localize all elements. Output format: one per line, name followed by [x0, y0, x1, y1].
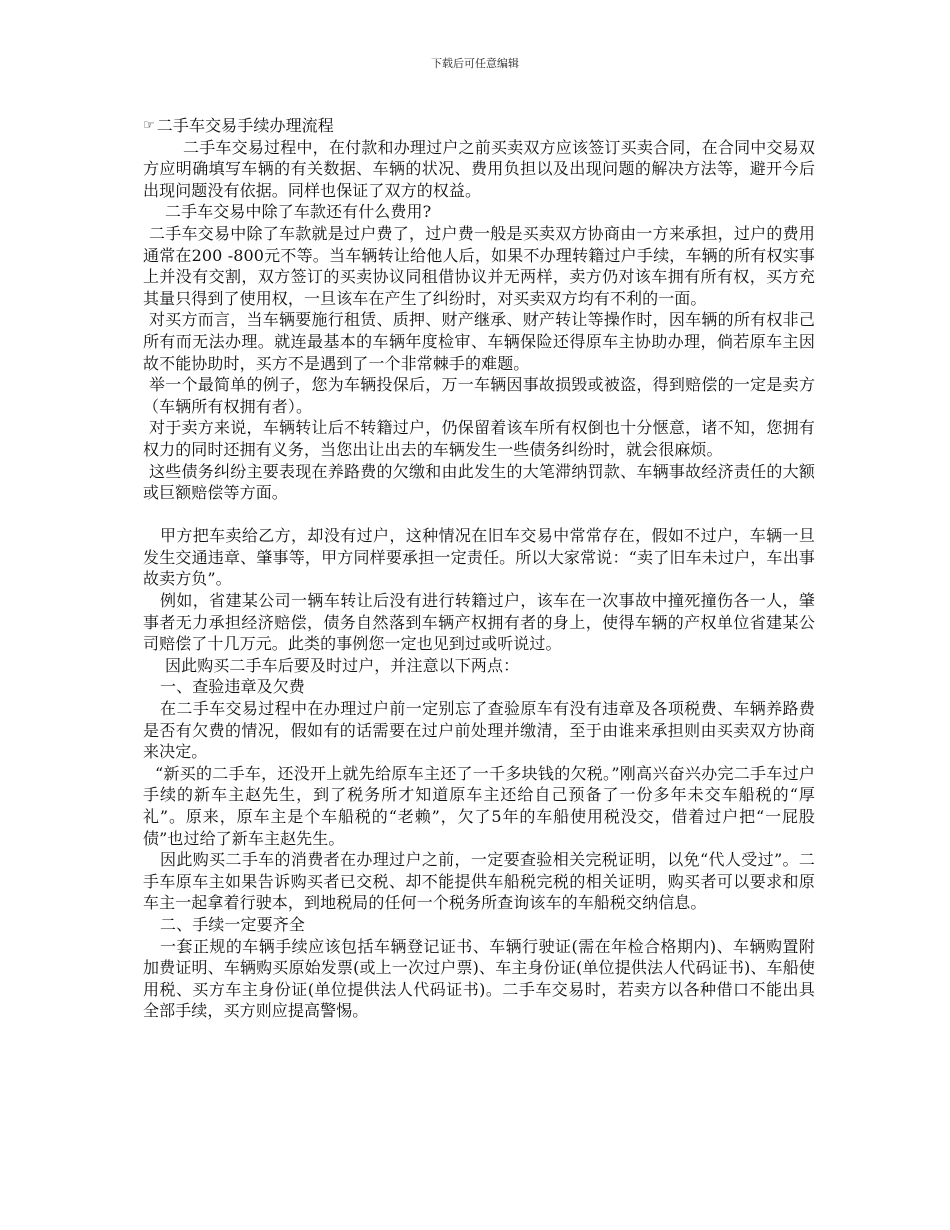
pointing-hand-icon: ☞ [143, 118, 155, 133]
paragraph-two-points: 因此购买二手车后要及时过户，并注意以下两点： [165, 655, 520, 675]
paragraph-tax-check: 因此购买二手车的消费者在办理过户之前，一定要查验相关完税证明，以免“代人受过”。二手车原车主如果告诉购买者已交税、却不能提供车船税完税的相关证明，购买者可以要求和原车主一起拿着行驶本，到地税局的任何一个税务所查询该车的车船税交纳信息。 [143, 850, 815, 913]
page-header-note: 下载后可任意编辑 [431, 57, 519, 70]
paragraph-fees: 二手车交易中除了车款就是过户费了，过户费一般是买卖双方协商由一方来承担，过户的费用通常在200 -800元不等。当车辆转让给他人后，如果不办理转籍过户手续，车辆的所有权实事上并没有交割，双方签订的买卖协议同租借协议并无两样，卖方仍对该车拥有所有权，买方充其量只得到了使用权，一旦该车在产生了纠纷时，对买卖双方均有不利的一面。 [143, 223, 815, 308]
paragraph-intro: 二手车交易过程中，在付款和办理过户之前买卖双方应该签订买卖合同，在合同中交易双方应明确填写车辆的有关数据、车辆的状况、费用负担以及出现问题的解决方法等，避开今后出现问题没有依据。同样也保证了双方的权益。 [143, 137, 815, 200]
section-heading-documents: 二、手续一定要齐全 [160, 914, 305, 934]
paragraph-documents: 一套正规的车辆手续应该包括车辆登记证书、车辆行驶证(需在年检合格期内)、车辆购置附加费证明、车辆购买原始发票(或上一次过户票)、车主身份证(单位提供法人代码证书)、车船使用税、买方车主身份证(单位提供法人代码证书)。二手车交易时，若卖方以各种借口不能出具全部手续，买方则应提高警惕。 [143, 936, 815, 1021]
document-title: 二手车交易手续办理流程 [156, 116, 334, 135]
document-title-line [143, 115, 815, 137]
document-body [143, 115, 815, 1022]
blank-line [143, 504, 815, 526]
paragraph-example: 举一个最简单的例子，您为车辆投保后，万一车辆因事故损毁或被盗，得到赔偿的一定是卖方（车辆所有权拥有者）。 [143, 375, 815, 416]
paragraph-question: 二手车交易中除了车款还有什么费用? [165, 202, 432, 222]
paragraph-disputes: 这些债务纠纷主要表现在养路费的欠缴和由此发生的大笔滞纳罚款、车辆事故经济责任的大额或巨额赔偿等方面。 [143, 461, 815, 503]
paragraph-buyer: 对买方而言，当车辆要施行租赁、质押、财产继承、财产转让等操作时，因车辆的所有权非己所有而无法办理。就连最基本的车辆年度检审、车辆保险还得原车主协助办理，倘若原车主因故不能协助时，买方不是遇到了一个非常棘手的难题。 [143, 310, 815, 373]
paragraph-party-a: 甲方把车卖给乙方，却没有过户，这种情况在旧车交易中常常存在，假如不过户，车辆一旦发生交通违章、肇事等，甲方同样要承担一定责任。所以大家常说：“卖了旧车未过户，车出事故卖方负”。 [143, 526, 815, 589]
paragraph-check-violations: 在二手车交易过程中在办理过户前一定别忘了查验原车有没有违章及各项税费、车辆养路费是否有欠费的情况，假如有的话需要在过户前处理并缴清，至于由谁来承担则由买卖双方协商来决定。 [143, 699, 815, 762]
paragraph-seller: 对于卖方来说，车辆转让后不转籍过户，仍保留着该车所有权倒也十分惬意，诸不知，您拥有权力的同时还拥有义务，当您出让出去的车辆发生一些债务纠纷时，就会很麻烦。 [143, 418, 815, 459]
paragraph-tax-story: “新买的二手车，还没开上就先给原车主还了一千多块钱的欠税。”刚高兴奋兴办完二手车过户手续的新车主赵先生，到了税务所才知道原车主还给自己预备了一份多年未交车船税的“厚礼”。原来，原车主是个车船税的“老赖”，欠了5年的车船使用税没交，借着过户把“一屁股债”也过给了新车主赵先生。 [143, 763, 815, 848]
paragraph-case: 例如，省建某公司一辆车转让后没有进行转籍过户，该车在一次事故中撞死撞伤各一人，肇事者无力承担经济赔偿，债务自然落到车辆产权拥有者的身上，使得车辆的产权单位省建某公司赔偿了十几万元。此类的事例您一定也见到过或听说过。 [143, 591, 815, 654]
section-heading-violations: 一、查验违章及欠费 [160, 677, 305, 697]
